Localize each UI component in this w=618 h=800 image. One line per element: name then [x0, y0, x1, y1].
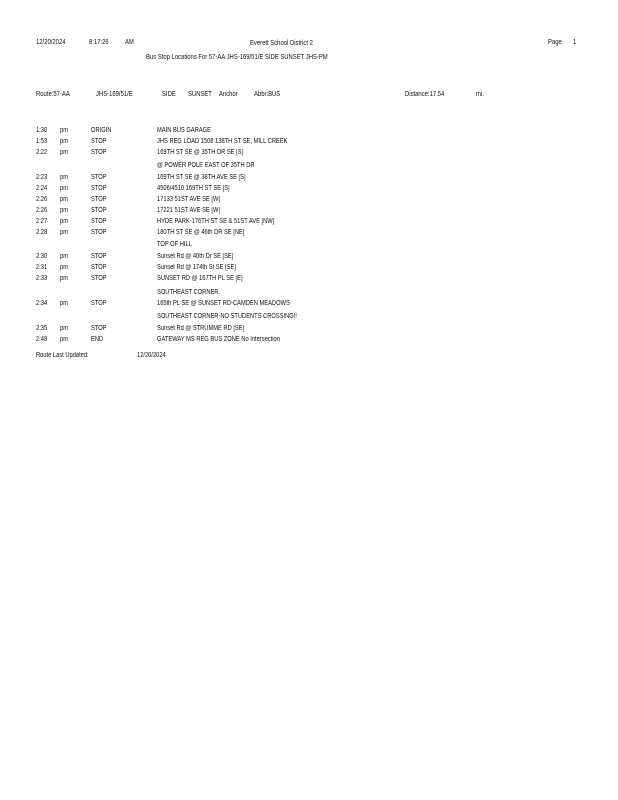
- district-title: Everett School District 2: [250, 38, 313, 47]
- row-ampm: pm: [60, 264, 68, 271]
- row-description: MAIN BUS GARAGE: [157, 127, 211, 134]
- report-date: 12/20/2024: [36, 37, 66, 46]
- row-ampm: pm: [60, 218, 68, 225]
- row-ampm: pm: [60, 336, 68, 343]
- route-id: Route:57-AA: [36, 89, 70, 98]
- row-type: STOP: [91, 229, 107, 236]
- row-description: Sunset Rd @ STRUMME RD [SE]: [157, 325, 245, 332]
- row-ampm: pm: [60, 149, 68, 156]
- row-time: 2:35: [36, 325, 48, 332]
- row-description: Sunset Rd @ 40th Dr SE [SE]: [157, 253, 234, 260]
- row-type: STOP: [91, 325, 107, 332]
- row-type: STOP: [91, 264, 107, 271]
- report-ampm: AM: [125, 37, 134, 46]
- row-type: STOP: [91, 174, 107, 181]
- row-time: 2:33: [36, 275, 48, 282]
- row-description: JHS REG LOAD 1508 138TH ST SE, MILL CREEK: [157, 138, 288, 145]
- row-time: 2:30: [36, 253, 48, 260]
- row-time: 2:26: [36, 207, 48, 214]
- row-description: TOP OF HILL: [157, 241, 192, 248]
- route-sunset: SUNSET: [188, 89, 212, 98]
- row-description: SUNSET RD @ 167TH PL SE [E]: [157, 275, 243, 282]
- page-number: 1: [573, 37, 577, 46]
- row-time: 1:53: [36, 138, 48, 145]
- row-description: SOUTHEAST CORNER: [157, 289, 219, 296]
- route-abbr: Abbr:BUS: [254, 89, 281, 98]
- row-ampm: pm: [60, 127, 68, 134]
- row-time: 2:28: [36, 229, 48, 236]
- row-description: 169TH ST SE @ 38TH AVE SE [S]: [157, 174, 246, 181]
- row-description: GATEWAY MS REG BUS ZONE No Intersection: [157, 336, 280, 343]
- row-description: 17133 51ST AVE SE [W]: [157, 196, 220, 203]
- row-description: 17221 51ST AVE SE [W]: [157, 207, 220, 214]
- route-stop-code: JHS-169/51/E: [96, 89, 133, 98]
- row-ampm: pm: [60, 253, 68, 260]
- row-description: 4506/4510 169TH ST SE [S]: [157, 185, 230, 192]
- route-last-updated-date: 12/20/2024: [137, 352, 166, 359]
- row-type: STOP: [91, 185, 107, 192]
- row-ampm: pm: [60, 174, 68, 181]
- row-description: @ POWER POLE EAST OF 35TH DR: [157, 162, 255, 169]
- report-subtitle: Bus Stop Locations For 57-AA JHS-169/51/E SIDE SUNSET JHS-PM: [146, 52, 328, 61]
- route-side: SIDE: [162, 89, 176, 98]
- row-ampm: pm: [60, 207, 68, 214]
- row-time: 2:34: [36, 300, 48, 307]
- row-description: SOUTHEAST CORNER-NO STUDENTS CROSSING!!: [157, 313, 297, 320]
- page-label: Page: [548, 37, 562, 46]
- route-last-updated-label: Route Last Updated:: [36, 352, 89, 359]
- row-description: HYDE PARK-176TH ST SE & 51ST AVE [NW]: [157, 218, 275, 225]
- row-type: STOP: [91, 218, 107, 225]
- row-time: 2:31: [36, 264, 48, 271]
- row-time: 1:30: [36, 127, 48, 134]
- row-type: STOP: [91, 207, 107, 214]
- row-description: 165th PL SE @ SUNSET RD-CAMDEN MEADOWS: [157, 300, 290, 307]
- route-anchor: Anchor: [219, 89, 238, 98]
- row-type: STOP: [91, 300, 107, 307]
- row-time: 2:23: [36, 174, 48, 181]
- row-description: Sunset Rd @ 174th St SE [SE]: [157, 264, 236, 271]
- row-type: ORIGIN: [91, 127, 112, 134]
- row-ampm: pm: [60, 185, 68, 192]
- report-time: 8:17:26: [89, 37, 109, 46]
- row-time: 2:22: [36, 149, 48, 156]
- row-type: STOP: [91, 149, 107, 156]
- row-type: END: [91, 336, 104, 343]
- route-distance: Distance:17.54: [405, 89, 445, 98]
- row-ampm: pm: [60, 229, 68, 236]
- row-type: STOP: [91, 275, 107, 282]
- row-ampm: pm: [60, 138, 68, 145]
- row-ampm: pm: [60, 300, 68, 307]
- row-ampm: pm: [60, 275, 68, 282]
- row-time: 2:24: [36, 185, 48, 192]
- row-type: STOP: [91, 138, 107, 145]
- row-type: STOP: [91, 196, 107, 203]
- route-distance-unit: mi.: [476, 89, 484, 98]
- row-time: 2:27: [36, 218, 48, 225]
- row-time: 2:26: [36, 196, 48, 203]
- row-ampm: pm: [60, 196, 68, 203]
- row-ampm: pm: [60, 325, 68, 332]
- row-description: 169TH ST SE @ 35TH DR SE [S]: [157, 149, 244, 156]
- row-description: 180TH ST SE @ 46th DR SE [NE]: [157, 229, 245, 236]
- row-time: 2:48: [36, 336, 48, 343]
- row-type: STOP: [91, 253, 107, 260]
